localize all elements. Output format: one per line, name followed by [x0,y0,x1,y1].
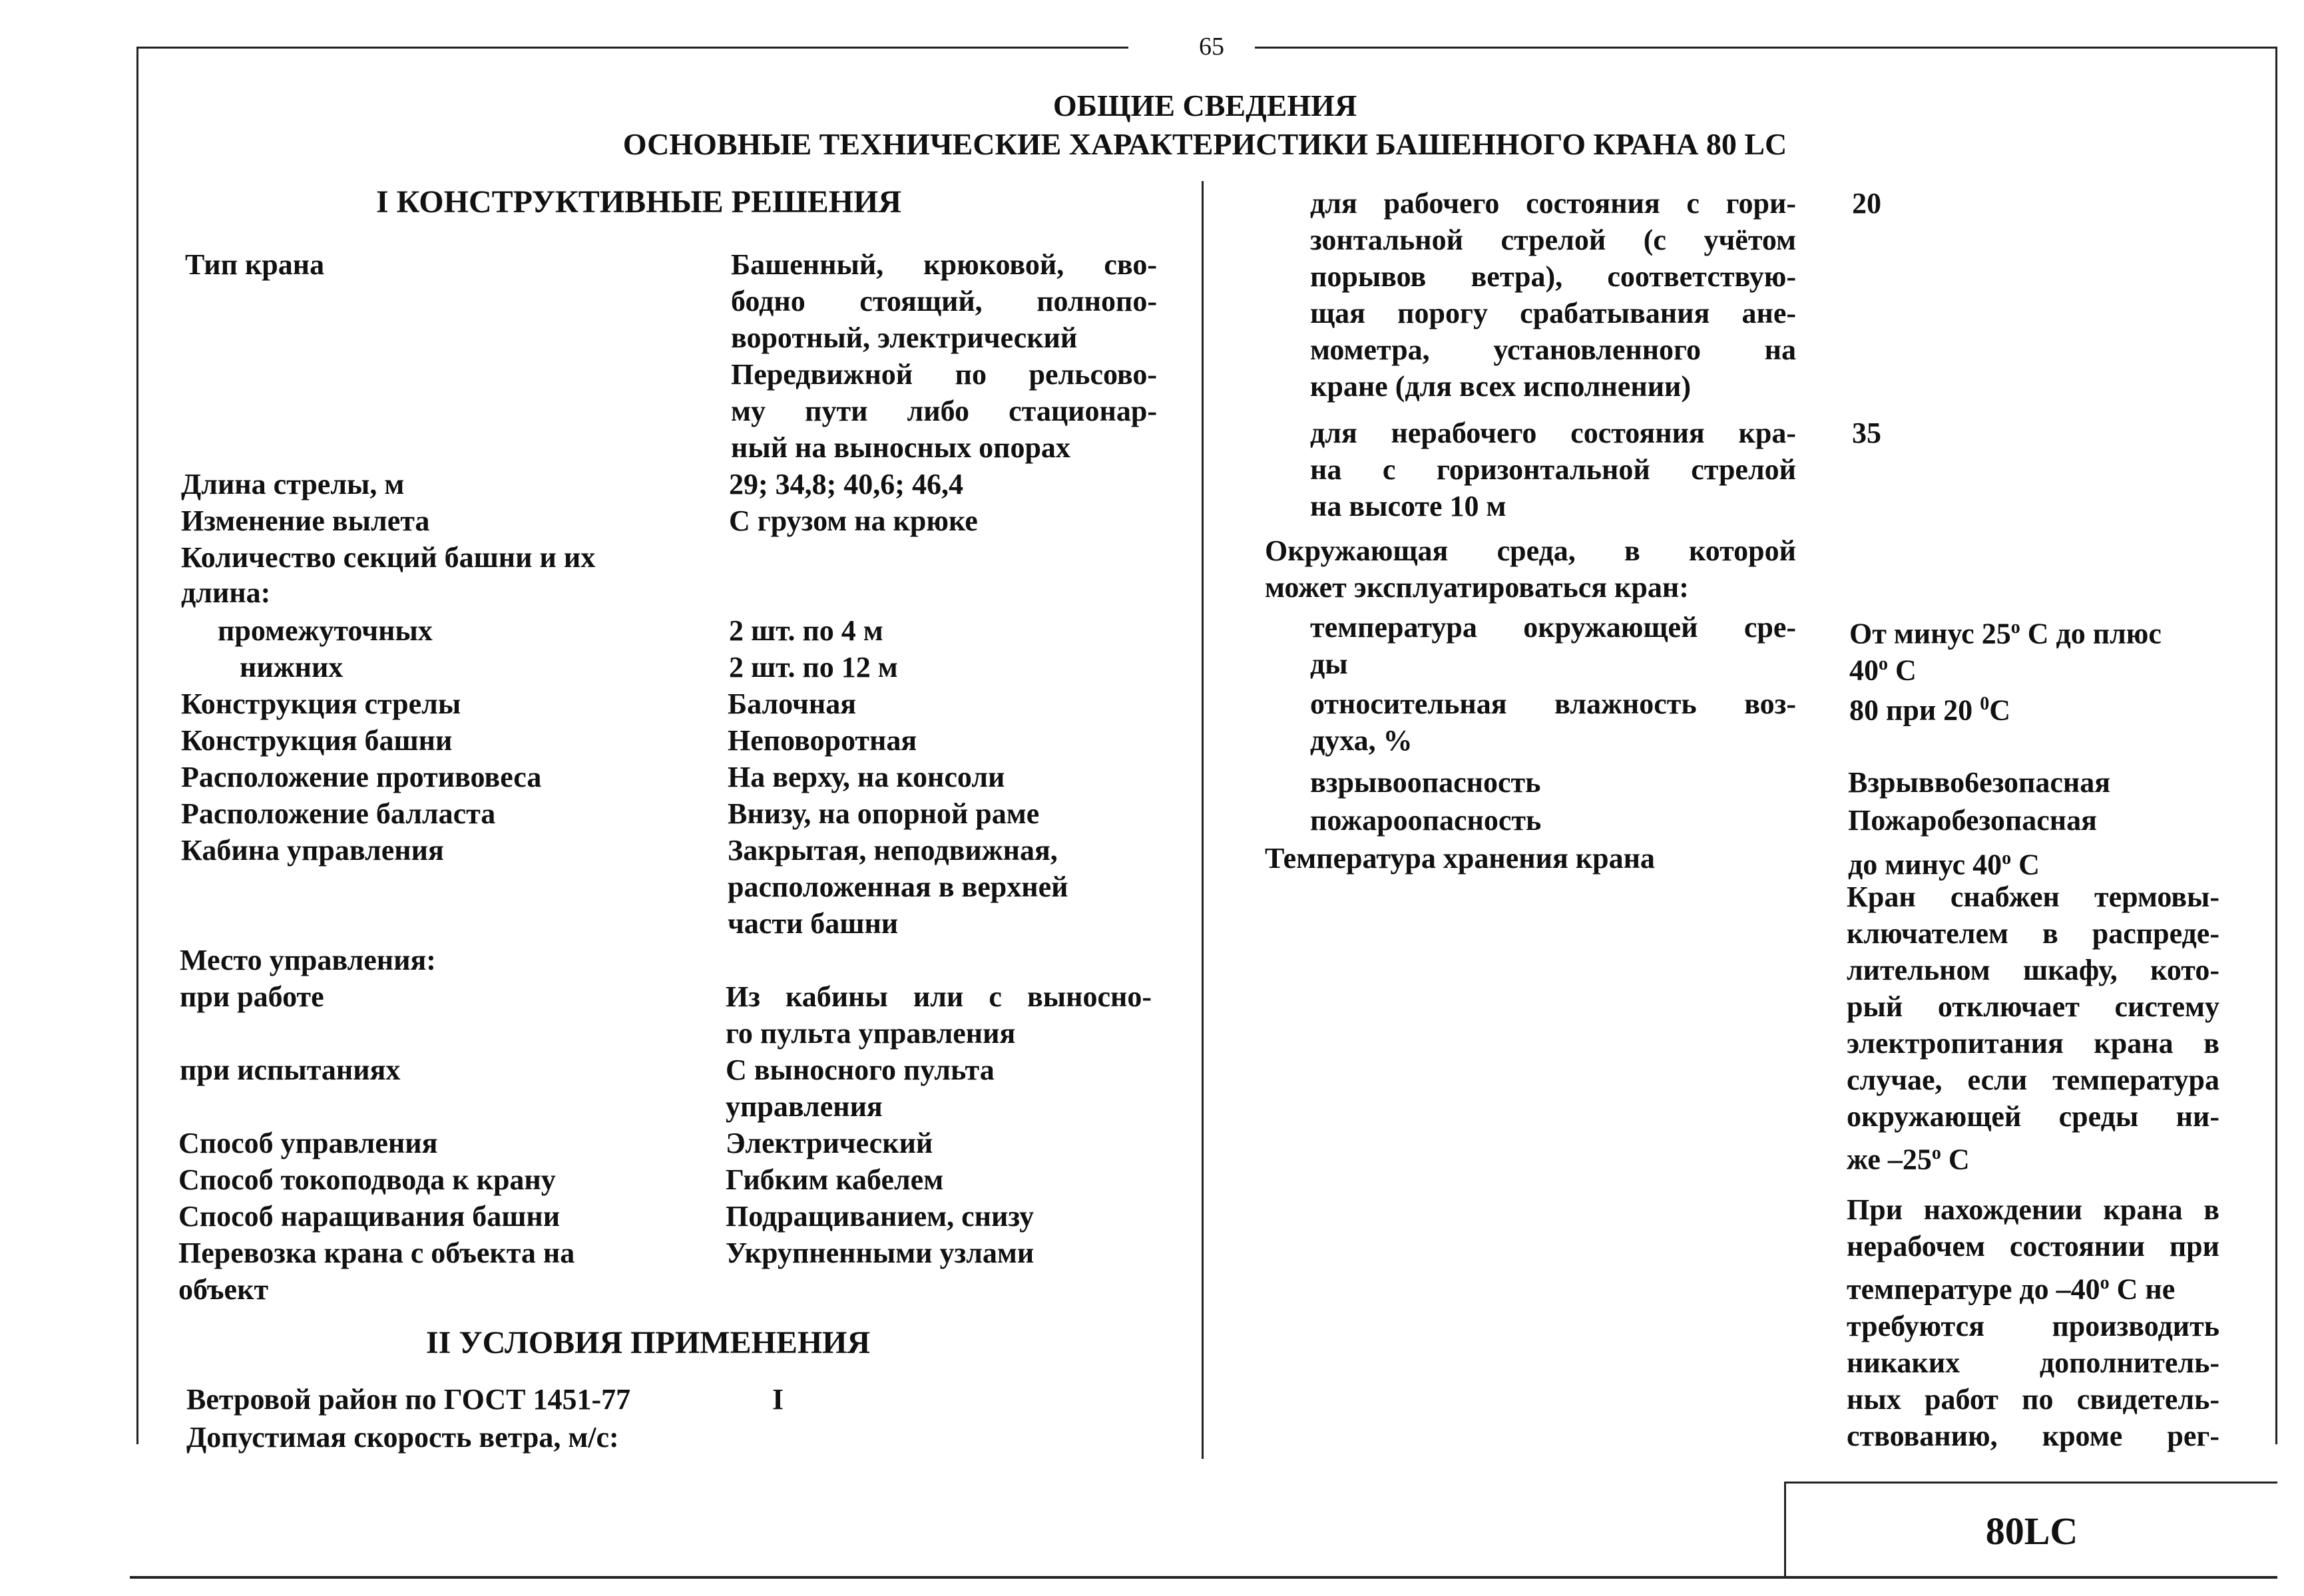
intermediate-label: промежуточных [218,614,433,647]
lower-label: нижних [240,651,344,684]
counterweight-value: На верху, на консоли [728,761,1005,793]
note-1-line: Кран снабжен термовы- [1847,881,2219,913]
storage-label: Температура хранения крана [1265,842,1655,875]
section-2-title: II УСЛОВИЯ ПРИМЕНЕНИЯ [426,1325,871,1360]
ballast-label: Расположение балласта [181,797,496,830]
counterweight-label: Расположение противовеса [181,761,542,793]
control-method-label: Способ управления [178,1127,438,1159]
header-title: ОБЩИЕ СВЕДЕНИЯ [1052,89,1357,122]
tower-extension-label: Способ наращивания башни [178,1200,561,1233]
humidity-value-text: 80 при 20 [1849,694,1980,727]
working-state-line: для рабочего состояния с гори- [1310,187,1796,220]
at-work-value [726,978,1152,1052]
page-number: 65 [1199,33,1224,61]
degree-mark: o [2010,617,2020,638]
degree-mark: o [1931,1143,1941,1163]
non-working-state-line: на высоте 10 м [1310,490,1506,522]
degree-mark: 0 [1980,694,1990,714]
note-2 [1847,1191,2219,1454]
control-place-label: Место управления: [180,944,436,976]
note-1-line: окружающей среды ни- [1847,1100,2219,1133]
environment-text [1265,532,1796,606]
transport-label: объект [178,1273,269,1306]
transport-label: Перевозка крана с объекта на [178,1237,575,1269]
temperature-value-text: 40 [1849,654,1879,687]
note-1-line [1847,1135,2219,1178]
cabin-label: Кабина управления [181,834,444,867]
crane-type-line: му пути либо стационар- [731,395,1157,427]
fire-value: Пожаробезопасная [1848,804,2097,837]
note-2-line: ствованию, кроме рег- [1847,1419,2219,1452]
wind-speed-label: Допустимая скорость ветра, м/с: [186,1421,619,1454]
frame-line-top-left [136,47,1128,49]
boom-length-value: 29; 34,8; 40,6; 46,4 [729,468,963,500]
humidity-line: духа, % [1310,724,1413,757]
frame-line-left [136,47,138,1444]
note-1-line: рый отключает систему [1847,990,2219,1023]
note-1-line: ключателем в распреде- [1847,917,2219,950]
note-2-line: ных работ по свидетель- [1847,1382,2219,1416]
non-working-state-line: для нерабочего состояния кра- [1310,417,1796,449]
humidity-value [1849,686,2010,729]
non-working-state-line: на с горизонтальной стрелой [1310,453,1796,486]
stamp-box [1784,1482,2277,1578]
non-working-state-text [1310,415,1796,524]
non-working-state-value: 35 [1852,417,1881,449]
working-state-line: зонтальной стрелой (с учётом [1310,224,1796,256]
storage-value-text: С [2011,848,2040,881]
boom-design-value: Балочная [728,688,856,720]
reach-change-label: Изменение вылета [181,504,430,537]
note-1 [1847,879,2219,1178]
at-tests-value-line: управления [726,1090,883,1123]
at-work-line: го пульта управления [726,1017,1016,1050]
document-header [140,87,2270,164]
crane-type-line: ный на выносных опорах [731,431,1070,464]
crane-type-line: Башенный, крюковой, сво- [731,248,1157,281]
fire-label: пожароопасность [1310,804,1542,837]
crane-type-line: воротный, электрический [731,321,1078,354]
note-2-line: нерабочем состоянии при [1847,1230,2219,1263]
power-supply-value: Гибким кабелем [726,1163,944,1196]
temperature-text [1310,609,1796,682]
boom-length-label: Длина стрелы, м [181,468,405,500]
frame-line-right [2275,47,2277,1444]
note-1-text: С [1941,1143,1970,1176]
note-1-line: электропитания крана в [1847,1027,2219,1060]
working-state-value: 20 [1852,187,1881,220]
control-method-value: Электрический [726,1127,933,1159]
temperature-value-text: С до плюс [2020,617,2162,650]
wind-region-label: Ветровой район по ГОСТ 1451-77 [186,1383,631,1416]
at-tests-value-line: С выносного пульта [726,1054,995,1086]
cabin-value-line: части башни [728,907,899,940]
humidity-value-text: С [1989,694,2010,727]
note-1-text: же –25 [1847,1143,1932,1176]
note-2-text: С не [2109,1273,2176,1306]
column-divider [1202,181,1204,1459]
note-2-line [1847,1265,2219,1308]
explosion-value: Взрывво6езопасная [1848,766,2111,799]
ballast-value: Внизу, на опорной раме [728,797,1040,830]
storage-value-text: до минус 40 [1848,848,2002,881]
boom-design-label: Конструкция стрелы [181,688,461,720]
lower-value: 2 шт. по 12 м [729,651,898,684]
working-state-line: щая порогу срабатывания ане- [1310,297,1796,329]
section-1-title: I КОНСТРУКТИВНЫЕ РЕШЕНИЯ [376,184,902,220]
crane-type-value [731,246,1157,466]
environment-line: Окружающая среда, в которой [1265,534,1796,567]
working-state-text [1310,185,1796,405]
transport-value: Укрупненными узлами [726,1237,1035,1269]
cabin-value-line: расположенная в верхней [728,871,1068,903]
temperature-line: ды [1310,648,1348,680]
temperature-value-text: С [1888,654,1917,687]
intermediate-value: 2 шт. по 4 м [729,614,883,647]
degree-mark: o [2002,848,2012,869]
storage-value [1848,840,2040,883]
frame-line-top-right [1255,47,2277,49]
tower-design-label: Конструкция башни [181,724,453,757]
humidity-text [1310,686,1796,759]
reach-change-value: С грузом на крюке [729,504,978,537]
tower-extension-value: Подращиванием, снизу [726,1200,1035,1233]
at-work-line: Из кабины или с выносно- [726,980,1152,1013]
working-state-line: мометра, установленного на [1310,333,1796,366]
at-work-label: при работе [180,980,324,1013]
sections-label: Количество секций башни и их [181,541,596,574]
crane-type-label: Тип крана [185,248,325,281]
tower-design-value: Неповоротная [728,724,917,757]
note-2-text: температуре до –40 [1847,1273,2100,1306]
degree-mark: o [2100,1273,2110,1293]
sections-label: длина: [181,576,271,609]
header-subtitle: ОСНОВНЫЕ ТЕХНИЧЕСКИЕ ХАРАКТЕРИСТИКИ БАШЕННОГО КРАНА 80 LC [622,127,1787,161]
working-state-line: кране (для всех исполнении) [1310,370,1692,403]
crane-type-line: Передвижной по рельсово- [731,358,1157,391]
note-2-line: требуются производить [1847,1309,2219,1342]
temperature-value-text: От минус 25 [1849,617,2011,650]
degree-mark: o [1879,654,1888,674]
cabin-value-line: Закрытая, неподвижная, [728,834,1058,867]
power-supply-label: Способ токоподвода к крану [178,1163,556,1196]
stamp-text: 80LC [1985,1509,2078,1553]
humidity-line: относительная влажность воз- [1310,688,1796,720]
temperature-value-line-2 [1849,646,1917,689]
temperature-line: температура окружающей сре- [1310,611,1796,644]
working-state-line: порывов ветра), соответствую- [1310,260,1796,293]
note-1-line: случае, если температура [1847,1064,2219,1096]
crane-type-line: бодно стоящий, полнопо- [731,285,1157,317]
note-2-line: никаких дополнитель- [1847,1346,2219,1379]
explosion-label: взрывоопасность [1310,766,1541,799]
wind-region-value: I [772,1383,784,1416]
note-2-line: При нахождении крана в [1847,1193,2219,1226]
environment-line: может эксплуатироваться кран: [1265,571,1689,604]
note-1-line: лительном шкафу, кото- [1847,954,2219,986]
at-tests-label: при испытаниях [180,1054,401,1086]
